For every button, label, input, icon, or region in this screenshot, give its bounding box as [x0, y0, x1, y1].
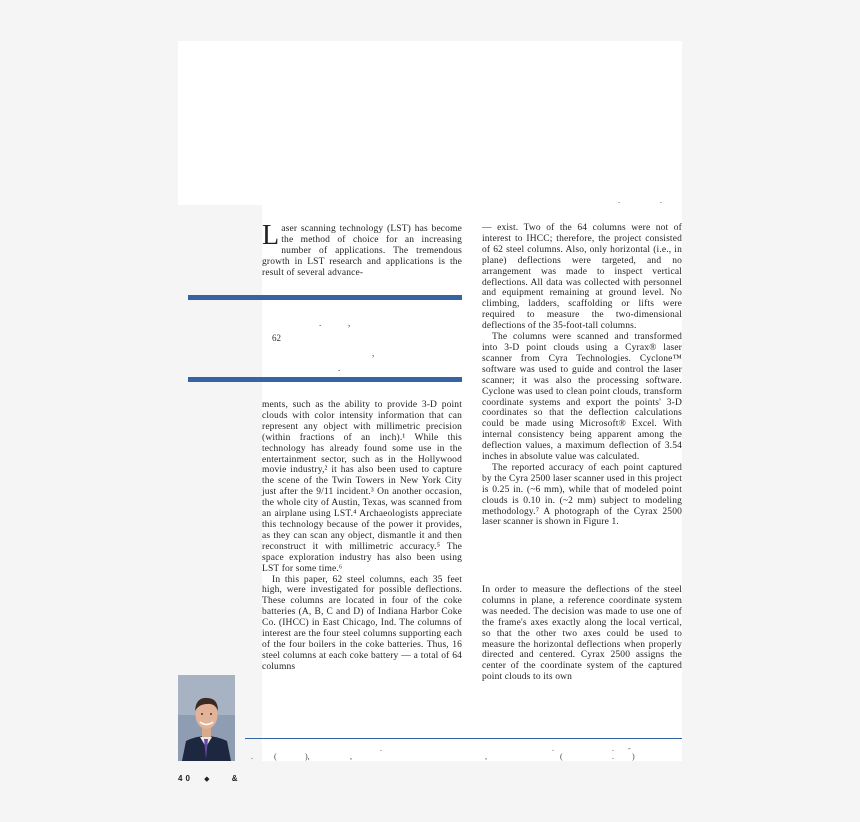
right-column	[482, 223, 682, 528]
intro-paragraph	[262, 220, 462, 279]
paragraph: In order to measure the deflections of the steel columns in plane, a reference coordinate system was needed. The decision was made to use one of the frame's axes exactly along the local vertical, so that the other two axes could be used to measure the horizontal deflections when properly directed and centered. Cyrax 2500 assigns the center of the coordinate system of the captured point clouds to its own	[482, 585, 682, 683]
pullquote-number: 62	[272, 333, 281, 343]
footer-mark: ,	[350, 752, 352, 761]
paragraph: — exist. Two of the 64 columns were not of interest to IHCC; therefore, the project consisted of 62 steel columns. Also, only horizontal (i.e., in plane) deflections were targeted, and no arrangement was made to inspect vertical deflections. All data was collected with personnel and equipment remaining at ground level. No climbing, ladders, scaffolding or lifts were required to measure the two-dimensional deflections of the 35-foot-tall columns.	[482, 223, 682, 332]
footer-mark: )	[632, 752, 635, 761]
diamond-icon: ◆	[204, 776, 213, 783]
footer-mark: -	[628, 744, 631, 753]
header-mark: .	[618, 196, 620, 205]
author-photo	[178, 675, 235, 761]
pullquote-mark: ,	[372, 348, 375, 358]
header-mark: .	[660, 196, 662, 205]
footer-rule	[245, 738, 682, 739]
footer-mark: (	[274, 752, 277, 761]
footer-mark: ),	[305, 752, 310, 761]
page-footer	[178, 774, 241, 783]
paragraph: The reported accuracy of each point captured by the Cyra 2500 laser scanner used in this project is 0.25 in. (~6 mm), while that of modeled point clouds is 0.10 in. (~2 mm) subject to modeling methodology.⁷ A photograph of the Cyrax 2500 laser scanner is shown in Figure 1.	[482, 462, 682, 528]
footer-mark: .	[552, 744, 554, 753]
drop-cap: L	[262, 220, 280, 251]
footer-mark: (	[560, 752, 563, 761]
right-column-section-2	[482, 585, 682, 683]
pullquote-mark: .	[319, 318, 322, 328]
ampersand-mark: &	[231, 774, 241, 783]
pullquote-mark: .	[338, 363, 341, 373]
author-portrait-image	[178, 675, 235, 761]
footer-mark: .	[612, 752, 614, 761]
paragraph: ments, such as the ability to provide 3-D point clouds with color intensity information that can represent any object with millimetric precision (within fractions of an inch).¹ While this technology has already found some use in the entertainment sector, such as in the Hollywood movie industry,² it has also been used to capture the scene of the Twin Towers in New York City just after the 9/11 incident.³ On another occasion, the whole city of Austin, Texas, was scanned from an airplane using LST.⁴ Archaeologists appreciate this technology because of the power it provides, as they can scan any object, dismantle it and then reconstruct it with millimetric accuracy.⁵ The space exploration industry has also been using LST for some time.⁶	[262, 400, 462, 574]
intro-text: aser scanning technology (LST) has become the method of choice for an increasing number of applications. The tremendous growth in LST research and applications is the result of several advance-	[262, 224, 462, 278]
paragraph: In this paper, 62 steel columns, each 35 feet high, were investigated for possible deflections. These columns are located in four of the coke batteries (A, B, C and D) of Indiana Harbor Coke Co. (IHCC) in East Chicago, Ind. The columns of interest are the four steel columns supporting each of the four boilers in the coke batteries. Thus, 16 steel columns at each coke battery — a total of 64 columns	[262, 574, 462, 672]
footer-mark: ,	[485, 752, 487, 761]
pullquote-mark: ,	[348, 318, 351, 328]
pullquote-top-rule	[188, 295, 462, 300]
pullquote-bottom-rule	[188, 377, 462, 382]
footer-mark: .	[251, 752, 253, 761]
footer-mark: .	[612, 744, 614, 753]
paragraph: The columns were scanned and transformed into 3-D point clouds using a Cyrax® laser scanner from Cyra Technologies. Cyclone™ software was used to guide and control the laser scanner; it was also the processing software. Cyclone was used to clean point clouds, transform coordinate systems and export the points' 3-D coordinates so that the deflection calculations could be made using Microsoft® Excel. With internal consistency being apparent among the deflection values, a maximum deflection of 3.54 inches in absolute value was calculated.	[482, 332, 682, 463]
footer-mark: .	[380, 744, 382, 753]
left-column	[262, 400, 462, 673]
page-number: 40	[178, 774, 193, 783]
